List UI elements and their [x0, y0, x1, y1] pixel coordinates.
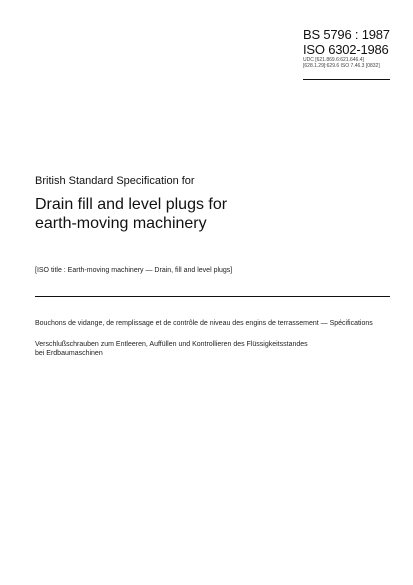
- document-title: [35, 195, 227, 233]
- german-title-line-1: Verschlußschrauben zum Entleeren, Auffüllen und Kontrollieren des Flüssigkeitsstandes: [35, 341, 308, 348]
- document-title-line-1: Drain fill and level plugs for: [35, 196, 228, 213]
- german-title: [35, 340, 308, 358]
- header-divider: [303, 79, 390, 80]
- title-divider: [35, 296, 390, 297]
- german-title-line-2: bei Erdbaumaschinen: [35, 350, 103, 357]
- document-title-line-2: earth-moving machinery: [35, 215, 207, 232]
- standard-number-block: [303, 27, 408, 69]
- french-title: Bouchons de vidange, de remplissage et de contrôle de niveau des engins de terrassement — Spécifications: [35, 320, 373, 327]
- document-kicker: British Standard Specification for: [35, 175, 195, 187]
- iso-number: ISO 6302-1986: [303, 42, 389, 57]
- classification-reference-line: [628.1.29]:629.6 ISO 7.46.3 [0832]: [303, 63, 380, 69]
- udc-reference-line: UDC [621.869.6:621.646.4]: [303, 57, 364, 63]
- iso-title: [ISO title : Earth-moving machinery — Drain, fill and level plugs]: [35, 267, 233, 274]
- bs-number: BS 5796 : 1987: [303, 27, 390, 42]
